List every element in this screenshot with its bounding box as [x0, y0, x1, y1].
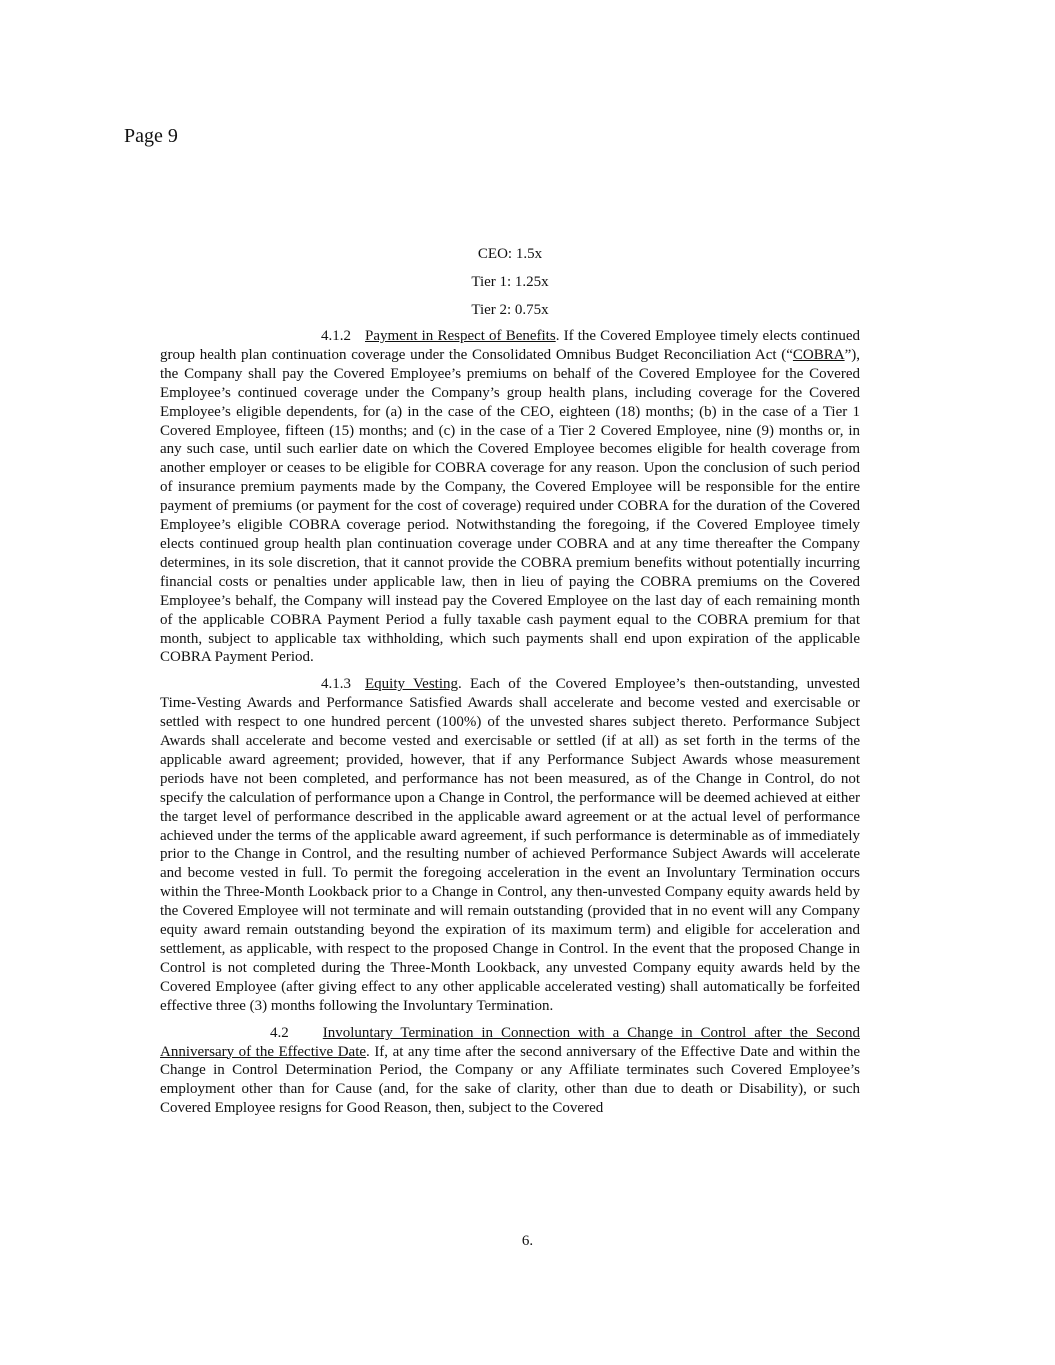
multiplier-ceo: CEO: 1.5x [477, 246, 543, 262]
multiplier-tier-2: Tier 2: 0.75x [471, 302, 549, 318]
section-4-2 [160, 1024, 860, 1119]
section-text-part: . If the Covered Employee timely elects continued group health plan continuation coverage under the Consolidated Omnibus Budget Reconciliation Act (“ [160, 328, 860, 363]
section-text: . Each of the Covered Employee’s then-outstanding, unvested Time-Vesting Awards and Performance Satisfied Awards shall accelerate and become vested and exercisable or settled with respect to one hundred percent (100%) of the unvested shares subject thereto. Performance Subject Awards shall accelerate and become vested and exercisable or settled (if at all) as set forth in the terms of the applicable award agreement; provided, however, that if any Performance Subject Awards whose measurement periods have not been completed, and performance has not been measured, as of the Change in Control, do not specify the calculation of performance upon a Change in Control, the performance will be deemed achieved at either the target level of performance described in the applicable award agreement or at the actual level of performance achieved under the terms of the applicable award agreement, if such performance is determinable as of immediately prior to the Change in Control, and the resulting number of achieved Performance Subject Awards will accelerate and become vested in full. To permit the foregoing acceleration in the event an Involuntary Termination occurs within the Three-Month Lookback prior to a Change in Control, any then-unvested Company equity awards held by the Covered Employee will not terminate and will remain outstanding (provided that in no event will any Company equity award remain outstanding beyond the expiration of its maximum term) and eligible for acceleration and settlement, as applicable, with respect to the proposed Change in Control. In the event that the proposed Change in Control is not completed during the Three-Month Lookback, any unvested Company equity awards held by the Covered Employee (after giving effect to any other applicable accelerated vesting) shall automatically be forfeited effective three (3) months following the Involuntary Termination. [160, 676, 860, 1014]
cobra-defined-term: COBRA [792, 346, 845, 363]
section-title: Involuntary Termination in Connection with a Change in Control after the Second Anniversary of the Effective Date [160, 1024, 860, 1060]
page-number: 6. [521, 1233, 534, 1249]
section-text-part: ”), the Company shall pay the Covered Employee’s premiums on behalf of the Covered Employee for the Covered Employee’s continued coverage under the Company’s group health plans, including coverage for the Covered Employee’s eligible dependents, for (a) in the case of the CEO, eighteen (18) months; (b) in the case of a Tier 1 Covered Employee, fifteen (15) months; and (c) in the case of a Tier 2 Covered Employee, nine (9) months or, in any such case, until such earlier date on which the Covered Employee becomes eligible for health coverage from another employer or ceases to be eligible for COBRA coverage for any reason. Upon the conclusion of such period of insurance premium payments made by the Company, the Covered Employee will be responsible for the entire payment of premiums (or payment for the cost of coverage) required under COBRA for the duration of the Covered Employee’s eligible COBRA coverage period. Notwithstanding the foregoing, if the Covered Employee timely elects continued group health plan continuation coverage under COBRA and at any time thereafter the Company determines, in its sole discretion, that it cannot provide the COBRA premium benefits without potentially incurring financial costs or penalties under applicable law, then in lieu of paying the COBRA premiums on the Covered Employee’s behalf, the Company will instead pay the Covered Employee on the last day of each remaining month of the applicable COBRA Payment Period a fully taxable cash payment equal to the COBRA premium for that month, subject to applicable tax withholding, which such payments shall end upon expiration of the applicable COBRA Payment Period. [160, 346, 860, 666]
document-body [160, 327, 860, 1126]
section-4-1-3 [160, 675, 860, 1015]
section-title: Payment in Respect of Benefits [365, 328, 556, 344]
section-number: 4.1.2 [321, 328, 351, 344]
section-title: Equity Vesting [365, 676, 458, 693]
page-label: Page 9 [124, 125, 178, 147]
section-number: 4.2 [270, 1024, 289, 1041]
multiplier-tier-1: Tier 1: 1.25x [471, 274, 549, 290]
section-text: . If, at any time after the second anniversary of the Effective Date and within the Change in Control Determination Period, the Company or any Affiliate terminates such Covered Employee’s employment other than for Cause (and, for the sake of clarity, other than due to death or Disability), or such Covered Employee resigns for Good Reason, then, subject to the Covered [160, 1043, 861, 1117]
section-number: 4.1.3 [321, 676, 351, 693]
multiplier-list [160, 243, 860, 327]
section-4-1-2 [160, 327, 860, 667]
